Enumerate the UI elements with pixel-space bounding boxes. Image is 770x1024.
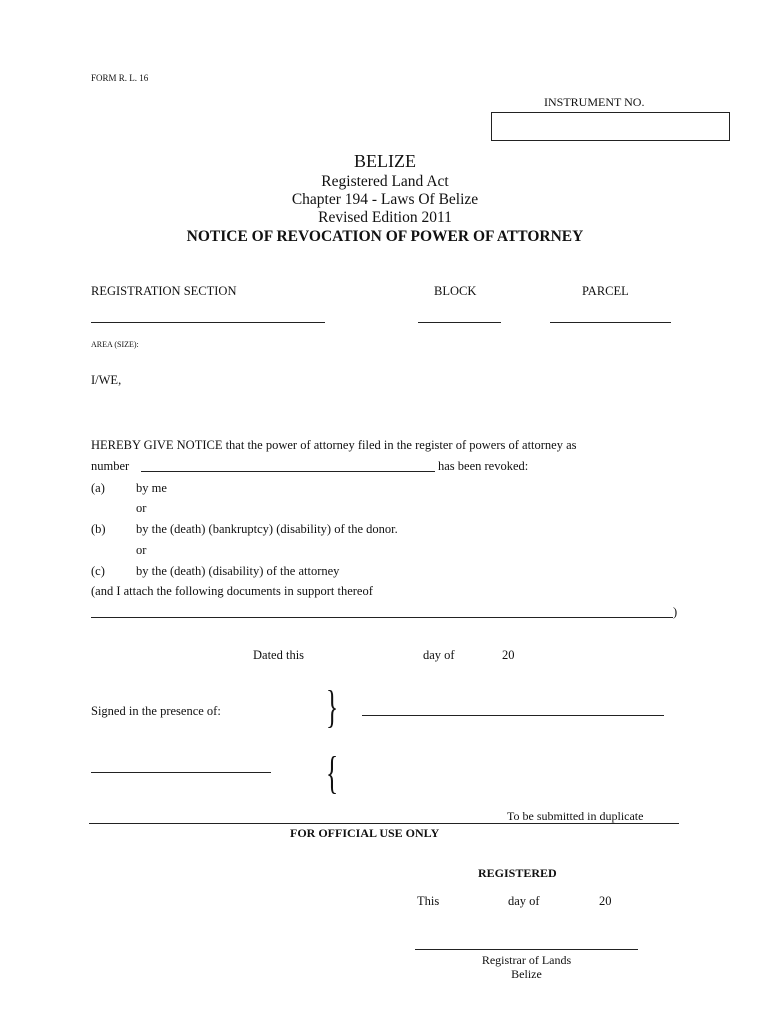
open-brace-icon: { [325, 747, 339, 798]
registration-section-label: REGISTRATION SECTION [91, 284, 237, 298]
close-paren: ) [673, 605, 678, 619]
witness-field[interactable] [91, 772, 271, 773]
revoked-text: has been revoked: [438, 459, 529, 473]
edition-title: Revised Edition 2011 [318, 209, 452, 226]
divider [89, 823, 679, 824]
iwe-label: I/WE, [91, 373, 122, 387]
instrument-no-label: INSTRUMENT NO. [544, 95, 645, 109]
page-title: NOTICE OF REVOCATION OF POWER OF ATTORNEY [186, 228, 584, 245]
documents-field[interactable] [91, 617, 673, 618]
attach-text: (and I attach the following documents in support thereof [91, 584, 373, 598]
act-title: Registered Land Act [321, 173, 449, 190]
number-label: number [91, 459, 130, 473]
form-id: FORM R. L. 16 [91, 73, 149, 83]
number-field[interactable] [141, 471, 435, 472]
footer-day-of-label: day of [508, 894, 540, 908]
country-title: BELIZE [354, 151, 416, 171]
dated-this-label: Dated this [253, 648, 305, 662]
official-use-label: FOR OFFICIAL USE ONLY [290, 826, 440, 840]
instrument-no-field[interactable] [491, 112, 730, 141]
registration-section-field[interactable] [91, 322, 325, 323]
parcel-label: PARCEL [582, 284, 629, 298]
registrar-label: Registrar of Lands [481, 953, 572, 967]
block-label: BLOCK [434, 284, 477, 298]
option-text: by me [136, 481, 167, 495]
option-key: (b) [91, 522, 106, 536]
signature-field[interactable] [362, 715, 664, 716]
day-of-label: day of [423, 648, 455, 662]
option-text: or [136, 501, 147, 515]
option-key: (a) [91, 481, 105, 495]
year-label: 20 [502, 648, 515, 662]
signed-presence-label: Signed in the presence of: [91, 704, 221, 718]
option-key: (c) [91, 564, 105, 578]
close-brace-icon: } [325, 681, 339, 732]
registrar-signature-field[interactable] [415, 949, 638, 950]
notice-text: HEREBY GIVE NOTICE that the power of attorney filed in the register of powers of attorney as [91, 438, 577, 452]
duplicate-note: To be submitted in duplicate [507, 809, 644, 823]
area-label: AREA (SIZE): [91, 340, 139, 349]
footer-year-label: 20 [599, 894, 612, 908]
block-field[interactable] [418, 322, 501, 323]
chapter-title: Chapter 194 - Laws Of Belize [291, 191, 479, 208]
option-text: or [136, 543, 147, 557]
registrar-location: Belize [511, 967, 542, 981]
option-text: by the (death) (bankruptcy) (disability) of the donor. [136, 522, 398, 536]
registered-label: REGISTERED [478, 866, 557, 880]
option-text: by the (death) (disability) of the attorney [136, 564, 340, 578]
this-label: This [417, 894, 440, 908]
parcel-field[interactable] [550, 322, 671, 323]
